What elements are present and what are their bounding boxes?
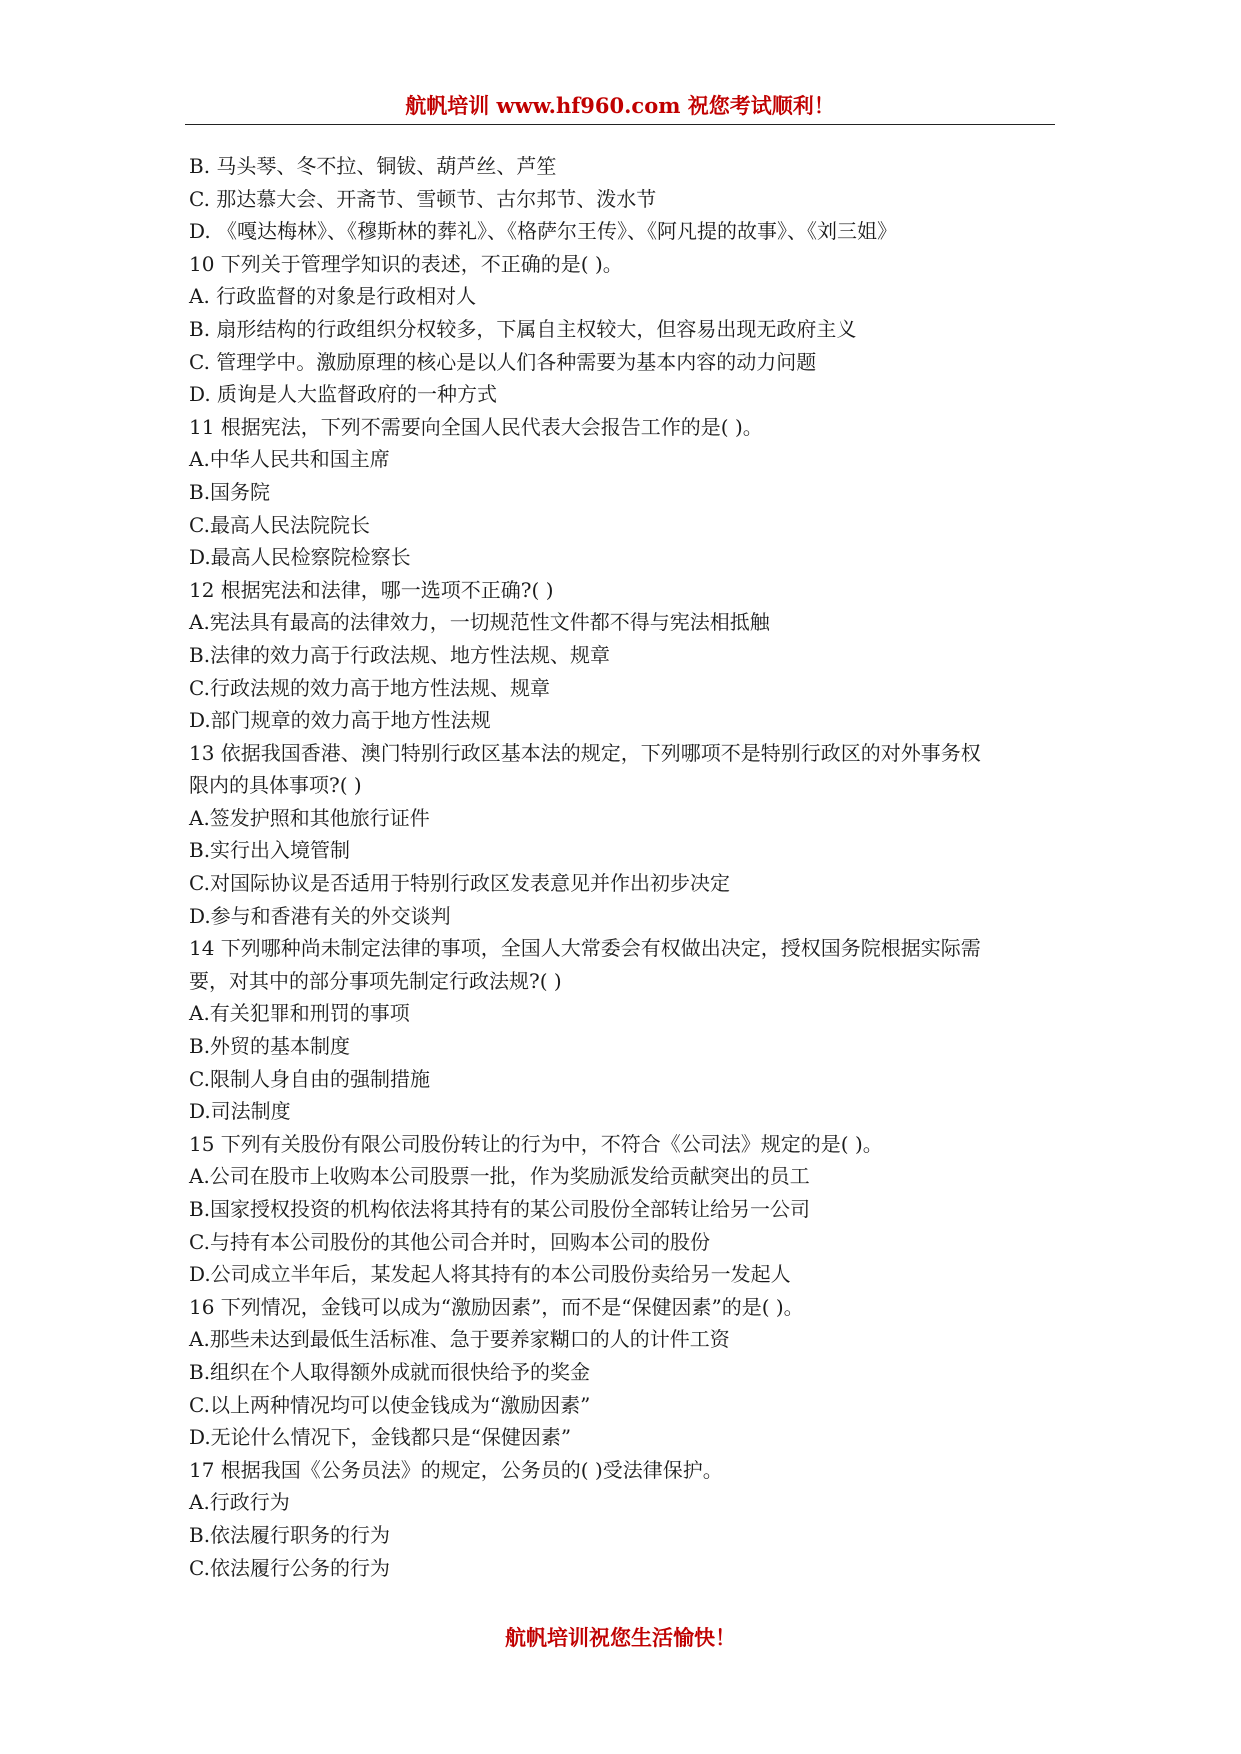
question-line: 12 根据宪法和法律，哪一选项不正确?( ) — [189, 577, 554, 602]
question-line: 17 根据我国《公务员法》的规定，公务员的( )受法律保护。 — [189, 1457, 723, 1482]
option-line: C.最高人民法院院长 — [189, 512, 370, 537]
question-line: 16 下列情况，金钱可以成为“激励因素”，而不是“保健因素”的是( )。 — [189, 1294, 804, 1319]
text-line: C. 那达慕大会、开斋节、雪顿节、古尔邦节、泼水节 — [189, 186, 657, 211]
option-line: A.那些未达到最低生活标准、急于要养家糊口的人的计件工资 — [189, 1327, 730, 1352]
option-line: D. 质询是人大监督政府的一种方式 — [189, 382, 498, 407]
option-line: D.最高人民检察院检察长 — [189, 545, 411, 570]
option-line: A.宪法具有最高的法律效力，一切规范性文件都不得与宪法相抵触 — [189, 610, 770, 635]
question-line: 11 根据宪法，下列不需要向全国人民代表大会报告工作的是( )。 — [189, 414, 763, 439]
option-line: B.国家授权投资的机构依法将其持有的某公司股份全部转让给另一公司 — [189, 1197, 811, 1221]
option-line: C. 管理学中。激励原理的核心是以人们各种需要为基本内容的动力问题 — [189, 349, 817, 374]
option-line: C.与持有本公司股份的其他公司合并时，回购本公司的股份 — [189, 1229, 710, 1254]
option-line: C.限制人身自由的强制措施 — [189, 1066, 430, 1091]
option-line: A.公司在股市上收购本公司股票一批，作为奖励派发给贡献突出的员工 — [189, 1164, 810, 1189]
option-line: C.以上两种情况均可以使金钱成为“激励因素” — [189, 1392, 591, 1417]
text-line: D. 《嘎达梅林》、《穆斯林的葬礼》、《格萨尔王传》、《阿凡提的故事》、《刘三姐》 — [189, 219, 898, 244]
text-line: B. 马头琴、冬不拉、铜钹、葫芦丝、芦笙 — [189, 154, 557, 178]
question-line: 14 下列哪种尚未制定法律的事项，全国人大常委会有权做出决定，授权国务院根据实际需 — [189, 936, 981, 961]
option-line: D.公司成立半年后，某发起人将其持有的本公司股份卖给另一发起人 — [189, 1262, 791, 1287]
option-line: B.国务院 — [189, 479, 271, 504]
option-line: C.依法履行公务的行为 — [189, 1555, 390, 1580]
option-line: D.无论什么情况下，金钱都只是“保健因素” — [189, 1425, 572, 1450]
question-line: 15 下列有关股份有限公司股份转让的行为中，不符合《公司法》规定的是( )。 — [189, 1131, 883, 1156]
page-footer: 航帆培训祝您生活愉快！ — [505, 1625, 736, 1650]
header-divider — [185, 124, 1055, 125]
option-line: C.行政法规的效力高于地方性法规、规章 — [189, 675, 550, 700]
option-line: A.中华人民共和国主席 — [189, 447, 390, 472]
option-line: A.行政行为 — [189, 1490, 290, 1515]
option-line: D.司法制度 — [189, 1099, 291, 1124]
option-line: B.实行出入境管制 — [189, 838, 351, 863]
option-line: A.签发护照和其他旅行证件 — [189, 805, 430, 830]
option-line: A. 行政监督的对象是行政相对人 — [189, 284, 477, 309]
document-body — [189, 150, 1054, 1584]
option-line: A.有关犯罪和刑罚的事项 — [189, 1001, 410, 1026]
option-line: D.部门规章的效力高于地方性法规 — [189, 708, 491, 733]
question-line-continued: 要，对其中的部分事项先制定行政法规?( ) — [189, 968, 562, 993]
option-line: B.法律的效力高于行政法规、地方性法规、规章 — [189, 642, 611, 667]
page-header: 航帆培训 www.hf960.com 祝您考试顺利！ — [405, 93, 835, 118]
option-line: C.对国际协议是否适用于特别行政区发表意见并作出初步决定 — [189, 871, 730, 896]
option-line: B.外贸的基本制度 — [189, 1034, 351, 1059]
option-line: B.依法履行职务的行为 — [189, 1522, 391, 1547]
question-line: 13 依据我国香港、澳门特别行政区基本法的规定，下列哪项不是特别行政区的对外事务权 — [189, 740, 981, 765]
option-line: D.参与和香港有关的外交谈判 — [189, 903, 451, 928]
question-line: 10 下列关于管理学知识的表述，不正确的是( )。 — [189, 251, 623, 276]
option-line: B.组织在个人取得额外成就而很快给予的奖金 — [189, 1359, 591, 1384]
question-line-continued: 限内的具体事项?( ) — [189, 773, 362, 798]
option-line: B. 扇形结构的行政组织分权较多，下属自主权较大，但容易出现无政府主义 — [189, 316, 857, 341]
